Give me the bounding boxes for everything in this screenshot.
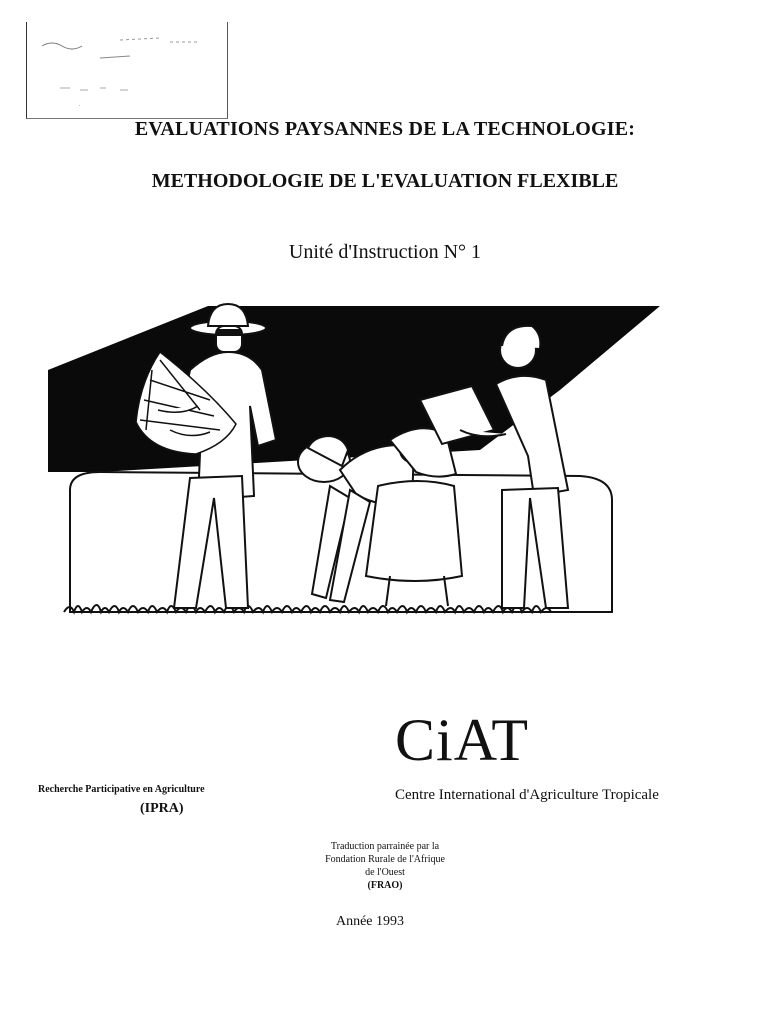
translation-line-4: (FRAO) [367,880,403,891]
subtitle: Unité d'Instruction N° 1 [288,241,482,263]
sky-shape [48,306,660,472]
ciat-full-name: Centre International d'Agriculture Tropicale [395,787,659,803]
title-line-2: METHODOLOGIE DE L'EVALUATION FLEXIBLE [151,170,619,192]
ciat-logo: CiAT [395,707,530,773]
stamp-scribble [40,36,210,106]
ipra-name: Recherche Participative en Agriculture [38,784,205,795]
translation-credit [260,840,510,892]
title-line-1: EVALUATIONS PAYSANNES DE LA TECHNOLOGIE: [134,118,636,140]
year: Année 1993 [335,914,405,929]
translation-line-3: de l'Ouest [365,867,405,878]
farmers-illustration [40,300,670,630]
translation-line-1: Traduction parrainée par la [330,841,440,852]
translation-line-2: Fondation Rurale de l'Afrique [325,854,445,865]
ipra-acronym: (IPRA) [140,801,184,816]
